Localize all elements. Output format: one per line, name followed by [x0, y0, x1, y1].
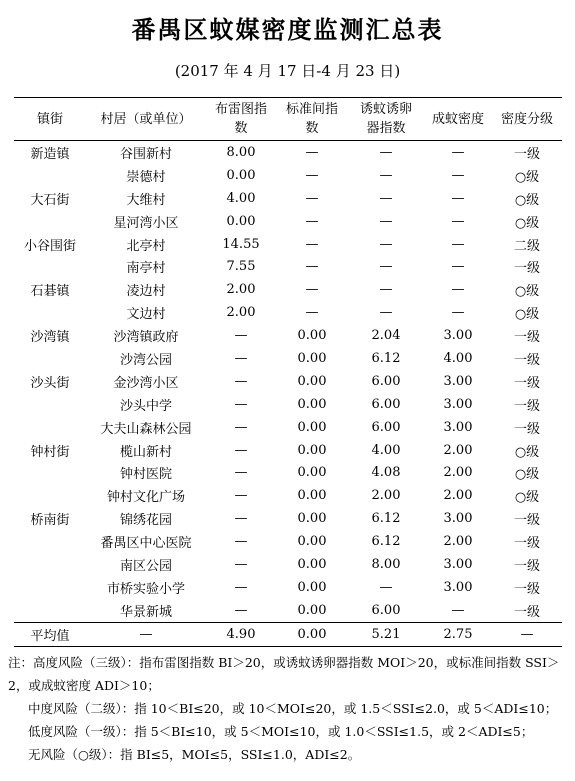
cell-moi: 6.00 — [371, 373, 401, 389]
cell-bi: — — [234, 602, 248, 618]
average-label: 平均值 — [14, 622, 86, 646]
cell-town: 沙头街 — [30, 375, 70, 391]
cell-moi: — — [379, 190, 393, 206]
cell-town: 沙湾镇 — [30, 330, 70, 346]
cell-ssi: 0.00 — [297, 396, 327, 412]
cell-moi: — — [379, 236, 393, 252]
cell-ssi: 0.00 — [297, 442, 327, 458]
cell-adi: 2.00 — [443, 442, 473, 458]
cell-town: 大石街 — [30, 192, 70, 208]
cell-adi: — — [451, 190, 465, 206]
cell-bi: — — [234, 556, 248, 572]
cell-adi: — — [451, 305, 465, 321]
cell-level: ○级 — [514, 192, 540, 208]
cell-town — [14, 255, 86, 278]
cell-bi: — — [234, 488, 248, 504]
cell-bi: 14.55 — [222, 236, 260, 252]
header-adi: 成蚊密度 — [424, 98, 492, 141]
cell-adi: — — [451, 213, 465, 229]
cell-adi: 3.00 — [443, 419, 473, 435]
cell-ssi: 0.00 — [297, 534, 327, 550]
cell-town — [14, 599, 86, 622]
cell-level: 一级 — [513, 513, 540, 529]
cell-bi: — — [234, 465, 248, 481]
cell-bi: — — [234, 328, 248, 344]
cell-bi: 7.55 — [226, 259, 256, 275]
cell-ssi: — — [305, 144, 319, 160]
cell-town: 桥南街 — [30, 513, 70, 529]
note-medium-risk: 中度风险（二级）：指 10＜BI≤20，或 10＜MOI≤20，或 1.5＜SSI≤2.0，或 5＜ADI≤10； — [28, 701, 558, 716]
table-row — [14, 164, 562, 187]
cell-level: ○级 — [514, 467, 540, 483]
cell-town — [14, 530, 86, 553]
cell-site: 星河湾小区 — [113, 215, 179, 231]
cell-town — [14, 393, 86, 416]
cell-town — [14, 553, 86, 576]
cell-adi: 2.00 — [443, 465, 473, 481]
cell-site: 番禺区中心医院 — [100, 536, 192, 552]
cell-town — [14, 461, 86, 484]
cell-ssi: 0.00 — [297, 328, 327, 344]
cell-level: 一级 — [513, 421, 540, 437]
cell-level: ○级 — [514, 444, 540, 460]
average-bi: 4.90 — [206, 622, 276, 646]
average-moi: 5.21 — [348, 622, 424, 646]
cell-ssi: 0.00 — [297, 579, 327, 595]
table-row — [14, 576, 562, 599]
cell-town — [14, 301, 86, 324]
cell-level: ○级 — [514, 307, 540, 323]
cell-ssi: 0.00 — [297, 419, 327, 435]
cell-moi: 4.08 — [371, 465, 401, 481]
cell-ssi: — — [305, 305, 319, 321]
cell-site: 大夫山森林公园 — [100, 421, 192, 437]
cell-site: 市桥实验小学 — [106, 581, 185, 597]
cell-moi: — — [379, 579, 393, 595]
cell-ssi: 0.00 — [297, 350, 327, 366]
cell-adi: 2.00 — [443, 488, 473, 504]
cell-bi: 0.00 — [226, 167, 256, 183]
cell-ssi: 0.00 — [297, 373, 327, 389]
density-table — [14, 97, 562, 647]
cell-bi: — — [234, 442, 248, 458]
cell-site: 钟村文化广场 — [106, 490, 185, 506]
cell-level: ○级 — [514, 215, 540, 231]
cell-level: 一级 — [513, 536, 540, 552]
cell-adi: — — [451, 167, 465, 183]
cell-town — [14, 210, 86, 233]
cell-bi: — — [234, 350, 248, 366]
cell-moi: 2.04 — [371, 328, 401, 344]
cell-site: 沙湾公园 — [119, 352, 172, 368]
average-ssi: 0.00 — [276, 622, 348, 646]
cell-adi: — — [451, 602, 465, 618]
cell-moi: — — [379, 282, 393, 298]
cell-ssi: — — [305, 213, 319, 229]
cell-level: 一级 — [513, 146, 540, 162]
table-row — [14, 324, 562, 347]
cell-moi: 2.00 — [371, 488, 401, 504]
cell-bi: — — [234, 579, 248, 595]
cell-ssi: — — [305, 259, 319, 275]
cell-level: 一级 — [513, 330, 540, 346]
table-row — [14, 507, 562, 530]
table-row — [14, 393, 562, 416]
average-row — [14, 622, 562, 646]
cell-town: 钟村街 — [30, 444, 70, 460]
table-row — [14, 187, 562, 210]
cell-site: 凌边村 — [126, 284, 166, 300]
cell-bi: 8.00 — [226, 144, 256, 160]
cell-level: ○级 — [514, 284, 540, 300]
cell-bi: 0.00 — [226, 213, 256, 229]
cell-site: 文边村 — [126, 307, 166, 323]
cell-ssi: 0.00 — [297, 488, 327, 504]
cell-bi: — — [234, 419, 248, 435]
cell-adi: 3.00 — [443, 396, 473, 412]
cell-level: 一级 — [513, 581, 540, 597]
table-row — [14, 370, 562, 393]
cell-adi: 3.00 — [443, 556, 473, 572]
average-level: — — [492, 622, 562, 646]
cell-moi: 6.00 — [371, 396, 401, 412]
cell-site: 榄山新村 — [119, 444, 172, 460]
cell-site: 崇德村 — [126, 169, 166, 185]
cell-town — [14, 484, 86, 507]
table-row — [14, 233, 562, 256]
cell-town: 新造镇 — [30, 146, 70, 162]
cell-adi: 2.00 — [443, 534, 473, 550]
notes — [8, 651, 568, 766]
table-row — [14, 347, 562, 370]
header-town: 镇街 — [14, 98, 86, 141]
table-row — [14, 484, 562, 507]
cell-moi: 6.12 — [371, 511, 401, 527]
cell-moi: — — [379, 144, 393, 160]
average-site: — — [86, 622, 206, 646]
cell-moi: 6.12 — [371, 534, 401, 550]
cell-moi: 6.12 — [371, 350, 401, 366]
cell-town — [14, 164, 86, 187]
cell-town — [14, 347, 86, 370]
cell-bi: 4.00 — [226, 190, 256, 206]
table-row — [14, 278, 562, 301]
cell-site: 沙湾镇政府 — [113, 330, 179, 346]
note-high-risk: 注：高度风险（三级）：指布雷图指数 BI＞20，或诱蚊诱卵器指数 MOI＞20，或标准间指数 SSI＞2，或成蚊密度 ADI＞10； — [8, 655, 560, 693]
cell-ssi: — — [305, 190, 319, 206]
table-row — [14, 301, 562, 324]
cell-moi: 6.00 — [371, 419, 401, 435]
header-level: 密度分级 — [492, 98, 562, 141]
cell-adi: 3.00 — [443, 579, 473, 595]
cell-level: 一级 — [513, 604, 540, 620]
cell-level: 一级 — [513, 558, 540, 574]
cell-site: 谷围新村 — [119, 146, 172, 162]
cell-adi: — — [451, 282, 465, 298]
cell-ssi: — — [305, 167, 319, 183]
cell-site: 锦绣花园 — [119, 513, 172, 529]
cell-moi: 6.00 — [371, 602, 401, 618]
cell-site: 大维村 — [126, 192, 166, 208]
cell-bi: — — [234, 373, 248, 389]
cell-level: ○级 — [514, 490, 540, 506]
cell-site: 金沙湾小区 — [113, 375, 179, 391]
cell-bi: — — [234, 396, 248, 412]
cell-level: 一级 — [513, 375, 540, 391]
note-no-risk: 无风险（○级）：指 BI≤5，MOI≤5，SSI≤1.0，ADI≤2。 — [28, 747, 361, 762]
table-header-row — [14, 98, 562, 141]
date-range: (2017 年 4 月 17 日-4 月 23 日) — [174, 62, 401, 80]
table-row — [14, 255, 562, 278]
cell-adi: 4.00 — [443, 350, 473, 366]
cell-adi: 3.00 — [443, 373, 473, 389]
header-moi: 诱蚊诱卵 器指数 — [348, 98, 424, 141]
cell-bi: 2.00 — [226, 282, 256, 298]
cell-adi: 3.00 — [443, 328, 473, 344]
cell-site: 沙头中学 — [119, 398, 172, 414]
cell-level: 一级 — [513, 398, 540, 414]
cell-ssi: — — [305, 282, 319, 298]
note-low-risk: 低度风险（一级）：指 5＜BI≤10，或 5＜MOI≤10，或 1.0＜SSI≤1.5，或 2＜ADI≤5； — [28, 724, 534, 739]
cell-ssi: 0.00 — [297, 511, 327, 527]
cell-bi: — — [234, 511, 248, 527]
table-row — [14, 141, 562, 164]
cell-adi: 3.00 — [443, 511, 473, 527]
cell-adi: — — [451, 259, 465, 275]
cell-ssi: 0.00 — [297, 556, 327, 572]
cell-town — [14, 576, 86, 599]
cell-town — [14, 416, 86, 439]
cell-moi: 8.00 — [371, 556, 401, 572]
header-site: 村居（或单位） — [86, 98, 206, 141]
cell-level: ○级 — [514, 169, 540, 185]
cell-ssi: 0.00 — [297, 602, 327, 618]
cell-site: 华景新城 — [119, 604, 172, 620]
cell-site: 南区公园 — [119, 558, 172, 574]
cell-moi: — — [379, 213, 393, 229]
average-adi: 2.75 — [424, 622, 492, 646]
cell-bi: 2.00 — [226, 305, 256, 321]
header-ssi: 标准间指 数 — [276, 98, 348, 141]
table-row — [14, 461, 562, 484]
cell-moi: — — [379, 305, 393, 321]
cell-town: 石碁镇 — [30, 284, 70, 300]
cell-site: 钟村医院 — [119, 467, 172, 483]
cell-ssi: — — [305, 236, 319, 252]
page-title: 番禺区蚊媒密度监测汇总表 — [131, 15, 444, 44]
cell-level: 一级 — [513, 352, 540, 368]
table-row — [14, 599, 562, 622]
table-row — [14, 210, 562, 233]
cell-adi: — — [451, 236, 465, 252]
cell-bi: — — [234, 534, 248, 550]
cell-adi: — — [451, 144, 465, 160]
cell-town: 小谷围街 — [23, 238, 76, 254]
table-row — [14, 530, 562, 553]
cell-level: 一级 — [513, 261, 540, 277]
cell-site: 北亭村 — [126, 238, 166, 254]
cell-site: 南亭村 — [126, 261, 166, 277]
table-row — [14, 553, 562, 576]
cell-moi: — — [379, 259, 393, 275]
cell-ssi: 0.00 — [297, 465, 327, 481]
table-row — [14, 416, 562, 439]
cell-moi: 4.00 — [371, 442, 401, 458]
cell-level: 二级 — [513, 238, 540, 254]
table-row — [14, 439, 562, 462]
cell-moi: — — [379, 167, 393, 183]
header-bi: 布雷图指 数 — [206, 98, 276, 141]
